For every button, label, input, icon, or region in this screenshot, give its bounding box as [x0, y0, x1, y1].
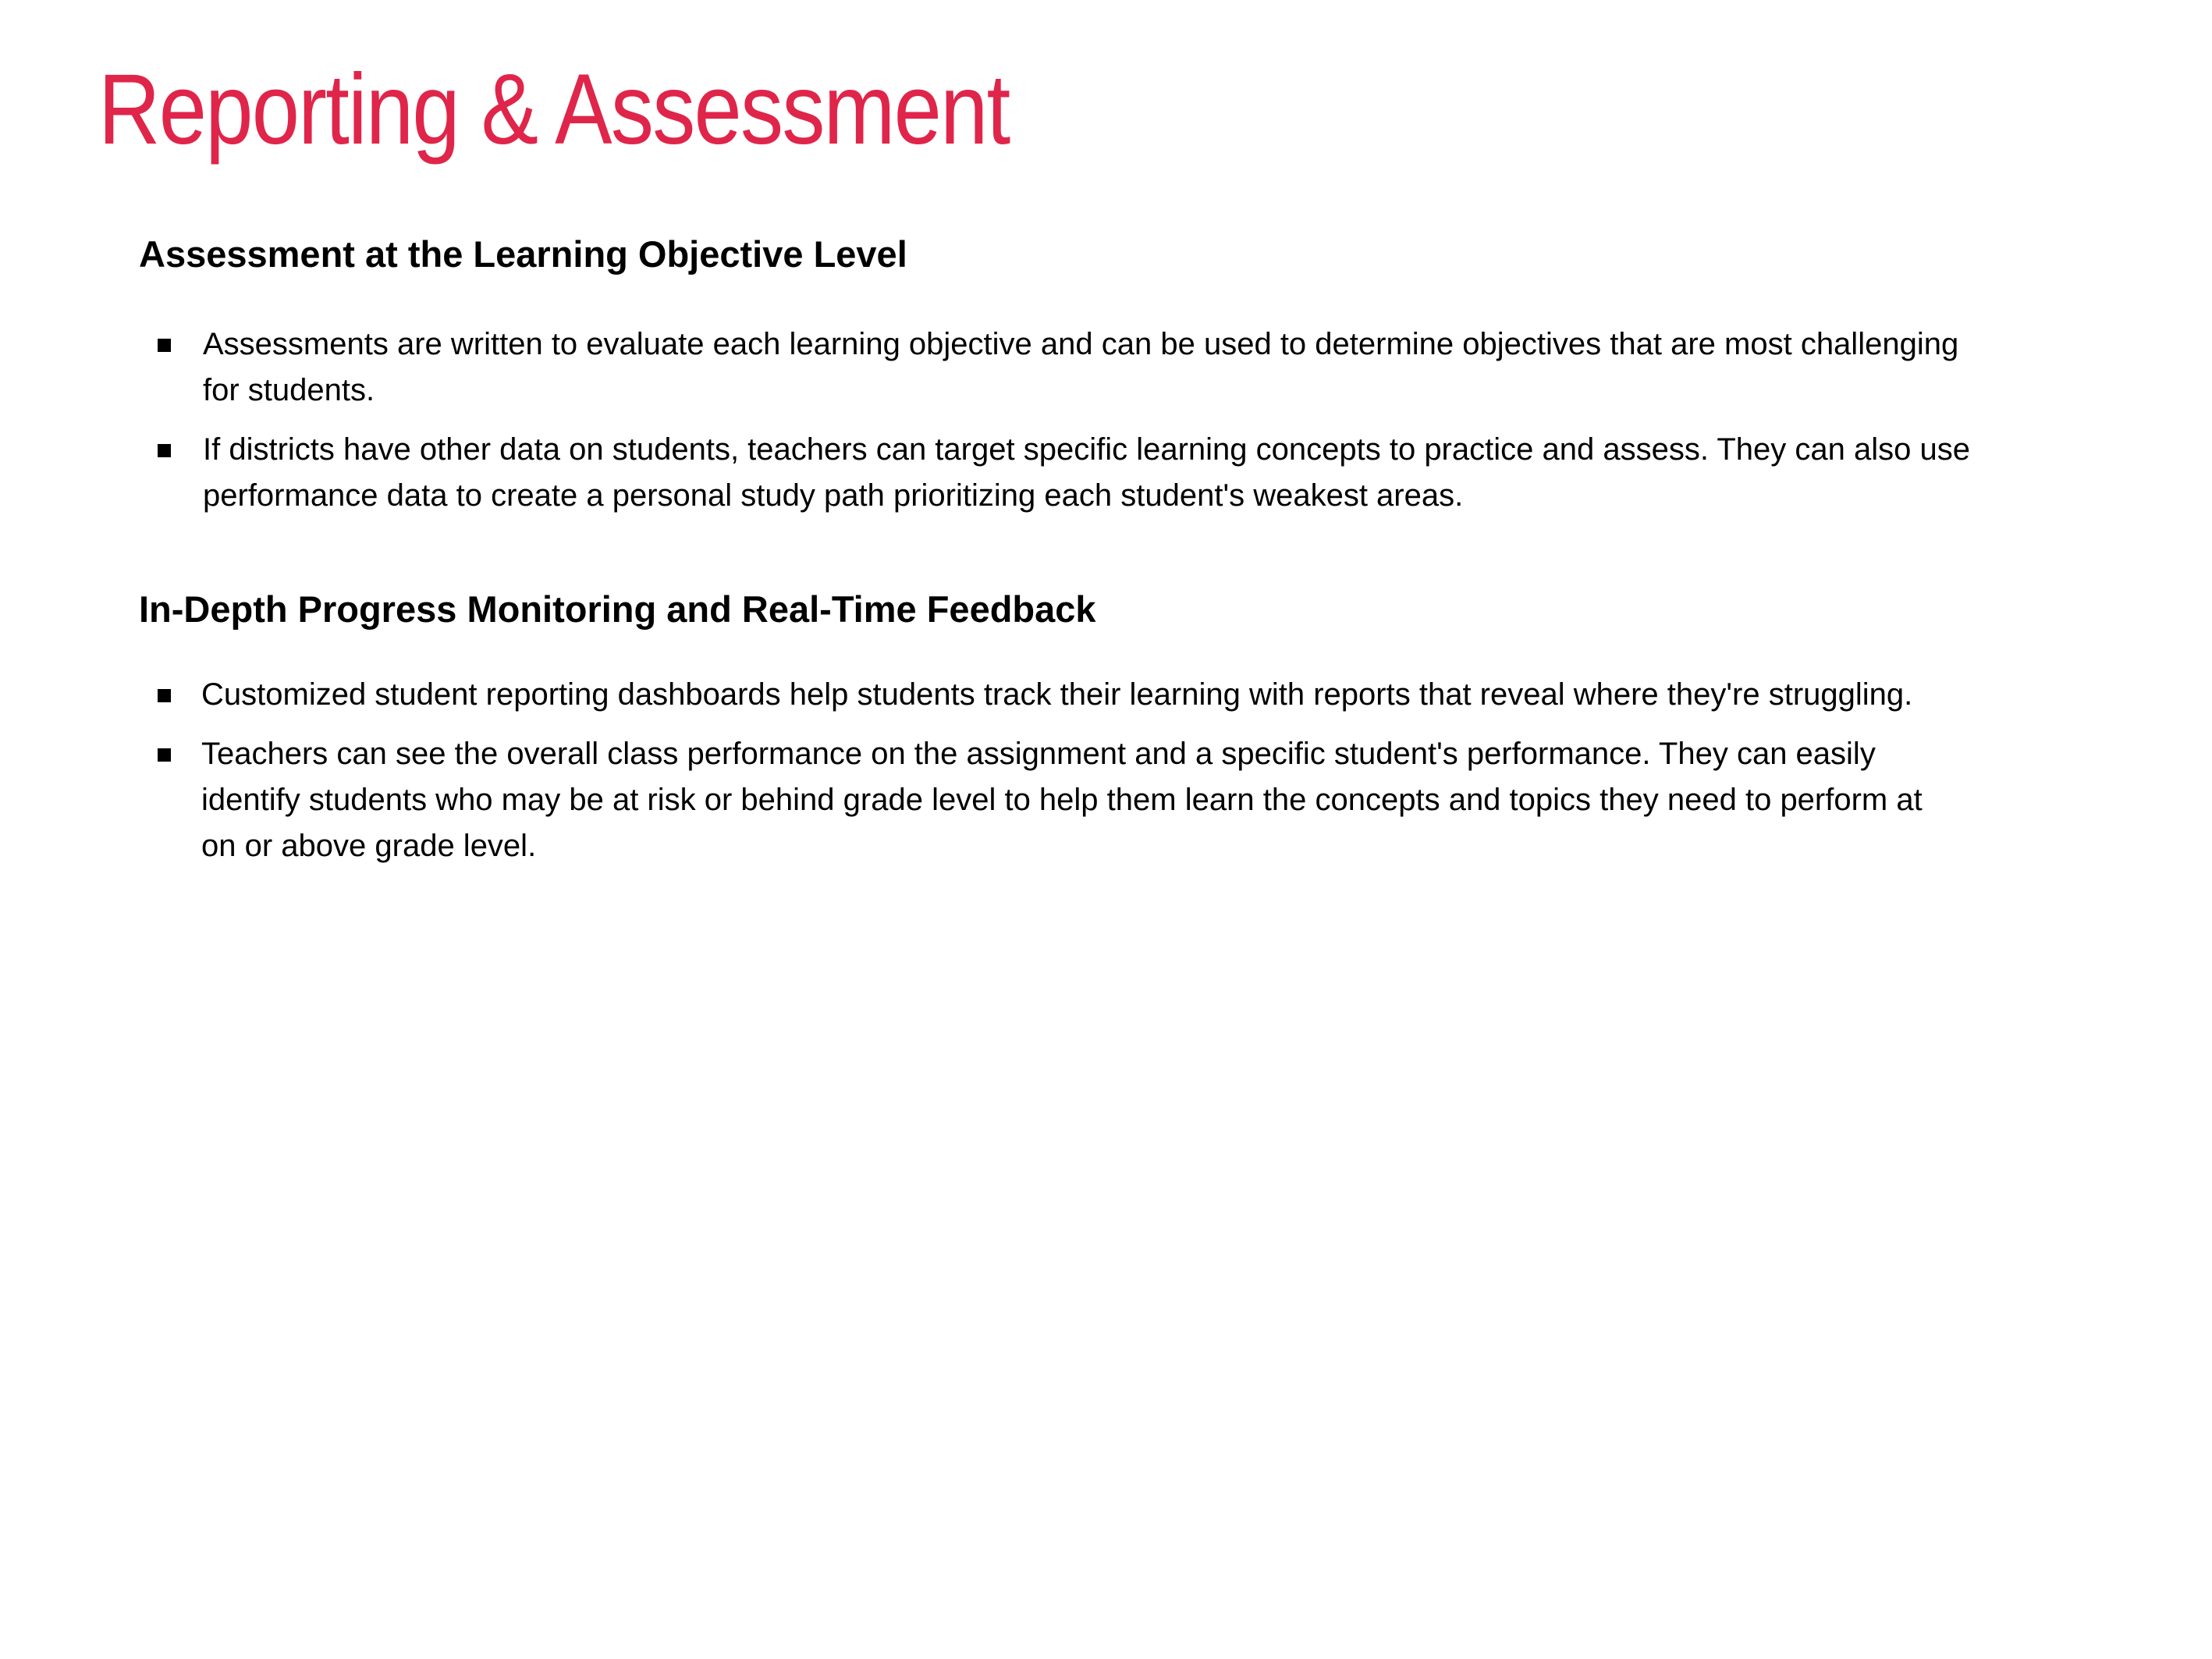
- bullet-list: [139, 672, 2105, 869]
- section-learning-objective-assessment: [139, 226, 2105, 532]
- page-title: Reporting & Assessment: [98, 54, 1010, 165]
- section-heading: Assessment at the Learning Objective Level: [139, 233, 907, 275]
- list-item-text: Teachers can see the overall class performance on the assignment and a specific student's performance. They can easily identify students who may be at risk or behind grade level to help them learn the concepts and topics they need to perform at on or above grade level.: [201, 737, 1923, 863]
- bullet-list: [139, 321, 2105, 519]
- square-bullet-icon: [158, 339, 171, 352]
- list-item: [139, 321, 2105, 414]
- section-heading: In-Depth Progress Monitoring and Real-Time Feedback: [139, 588, 1096, 630]
- list-item: [139, 672, 2105, 718]
- list-item: [139, 427, 2105, 519]
- square-bullet-icon: [158, 689, 171, 702]
- list-item: [139, 731, 2105, 869]
- section-progress-monitoring: [139, 581, 2105, 883]
- list-item-text: If districts have other data on students, teachers can target specific learning concepts to practice and assess. They can also use performance data to create a personal study path prioritizing each student's weakest areas.: [203, 432, 1970, 513]
- square-bullet-icon: [158, 748, 171, 762]
- list-item-text: Customized student reporting dashboards help students track their learning with reports that reveal where they're struggling.: [201, 677, 1913, 712]
- square-bullet-icon: [158, 444, 171, 457]
- list-item-text: Assessments are written to evaluate each learning objective and can be used to determine objectives that are most challenging for students.: [203, 327, 1959, 407]
